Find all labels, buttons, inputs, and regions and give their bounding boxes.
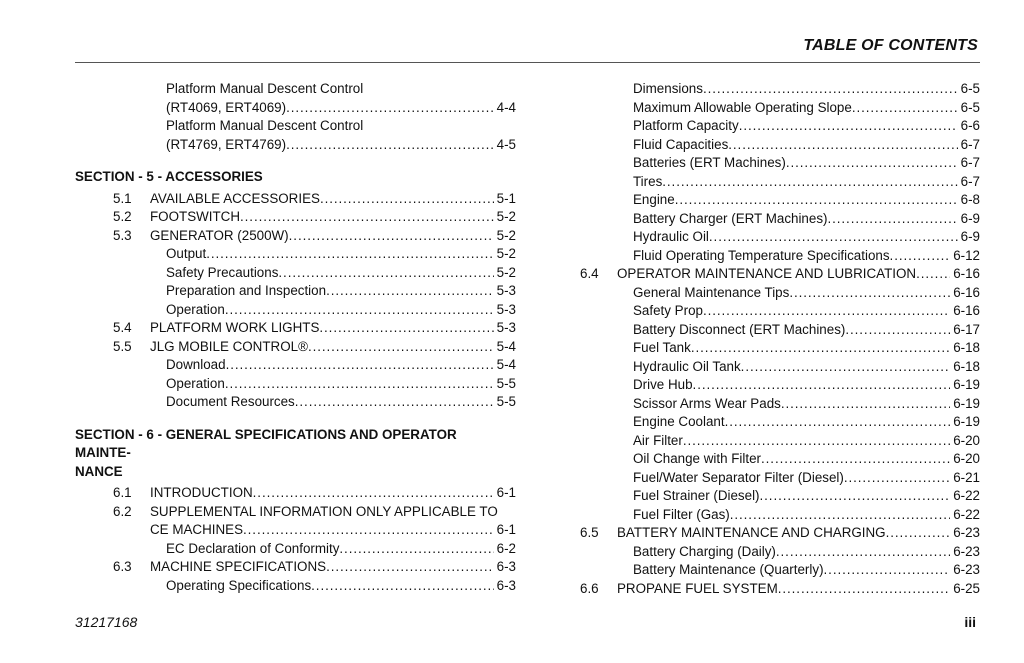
toc-entry[interactable] xyxy=(75,393,516,412)
toc-entry-label: Maximum Allowable Operating Slope xyxy=(633,99,852,115)
toc-entry-label: Battery Maintenance (Quarterly) xyxy=(633,562,824,577)
toc-page-ref: 6-9 xyxy=(960,229,980,244)
toc-entry[interactable] xyxy=(580,506,980,525)
section-number: 6.5 xyxy=(580,525,599,540)
toc-page-ref: 6-20 xyxy=(953,432,980,448)
dot-leader xyxy=(776,543,950,562)
dot-leader xyxy=(286,136,494,155)
dot-leader xyxy=(339,540,493,559)
toc-page-ref: 5-2 xyxy=(496,209,516,224)
toc-page-ref: 5-2 xyxy=(496,264,516,280)
section-number: 6.6 xyxy=(580,580,599,596)
toc-entry[interactable] xyxy=(580,487,980,506)
toc-entry-label: Tires xyxy=(633,173,663,189)
dot-leader xyxy=(693,376,951,395)
toc-entry-label: PLATFORM WORK LIGHTS xyxy=(150,320,320,335)
toc-right-column xyxy=(580,80,980,598)
dot-leader xyxy=(886,524,951,543)
dot-leader xyxy=(709,228,958,247)
toc-entry[interactable] xyxy=(75,558,516,577)
toc-entry[interactable] xyxy=(580,561,980,580)
dot-leader xyxy=(789,284,950,303)
toc-entry[interactable] xyxy=(75,190,516,209)
dot-leader xyxy=(703,302,950,321)
toc-entry[interactable] xyxy=(580,358,980,377)
section-number: 5.2 xyxy=(113,209,132,224)
dot-leader xyxy=(206,245,493,264)
toc-page-ref: 6-17 xyxy=(953,321,980,337)
toc-entry-label: Scissor Arms Wear Pads xyxy=(633,395,781,411)
toc-page-ref: 5-4 xyxy=(496,338,516,354)
toc-page-ref: 6-3 xyxy=(496,559,516,574)
toc-entry[interactable] xyxy=(580,247,980,266)
dot-leader xyxy=(225,375,494,394)
toc-entry[interactable] xyxy=(580,432,980,451)
toc-entry[interactable] xyxy=(75,338,516,357)
toc-entry[interactable] xyxy=(580,265,980,284)
toc-entry[interactable] xyxy=(75,375,516,394)
toc-page-ref: 5-3 xyxy=(496,301,516,317)
toc-entry-label: Oil Change with Filter xyxy=(633,451,762,466)
dot-leader xyxy=(691,339,950,358)
toc-page-ref: 5-1 xyxy=(496,190,516,206)
dot-leader xyxy=(781,395,950,414)
toc-entry[interactable] xyxy=(580,395,980,414)
toc-page-ref: 6-6 xyxy=(960,118,980,133)
dot-leader xyxy=(845,321,950,340)
toc-entry[interactable] xyxy=(580,580,980,599)
toc-page-ref: 6-16 xyxy=(953,284,980,300)
toc-page-ref: 5-5 xyxy=(496,394,516,409)
toc-entry[interactable] xyxy=(580,284,980,303)
dot-leader xyxy=(289,227,494,246)
dot-leader xyxy=(320,190,494,209)
dot-leader xyxy=(319,319,493,338)
toc-entry[interactable] xyxy=(75,484,516,503)
dot-leader xyxy=(675,191,958,210)
toc-entry[interactable] xyxy=(580,524,980,543)
toc-entry-label: Hydraulic Oil Tank xyxy=(633,358,741,374)
toc-page-ref: 6-1 xyxy=(496,485,516,500)
toc-page-ref: 6-18 xyxy=(953,358,980,374)
toc-page-ref: 6-23 xyxy=(953,525,980,540)
toc-page-ref: 5-3 xyxy=(496,283,516,298)
toc-entry[interactable] xyxy=(580,191,980,210)
toc-entry-label: Battery Charging (Daily) xyxy=(633,543,776,559)
toc-page-ref: 5-4 xyxy=(496,357,516,372)
document-number: 31217168 xyxy=(75,614,138,630)
toc-entry[interactable] xyxy=(75,264,516,283)
toc-page-ref: 6-22 xyxy=(953,488,980,503)
toc-page-ref: 6-25 xyxy=(953,580,980,596)
dot-leader xyxy=(725,413,951,432)
toc-entry-label: Hydraulic Oil xyxy=(633,229,709,244)
toc-page-ref: 6-16 xyxy=(953,266,980,281)
toc-entry-label: Platform Manual Descent Control xyxy=(166,118,364,133)
toc-page-ref: 6-1 xyxy=(496,522,516,537)
toc-entry[interactable] xyxy=(580,154,980,173)
toc-entry[interactable] xyxy=(580,543,980,562)
toc-entry[interactable] xyxy=(580,469,980,488)
toc-page-ref: 6-21 xyxy=(953,469,980,485)
dot-leader xyxy=(916,265,950,284)
toc-entry[interactable] xyxy=(75,577,516,596)
toc-page-ref: 5-3 xyxy=(496,320,516,335)
dot-leader xyxy=(253,484,494,503)
toc-page-ref: 6-7 xyxy=(960,155,980,170)
toc-entry-label: Document Resources xyxy=(166,394,295,409)
header-divider xyxy=(75,62,980,63)
dot-leader xyxy=(683,432,950,451)
toc-entry-label: Fluid Capacities xyxy=(633,136,729,152)
toc-entry-label: Safety Prop xyxy=(633,303,703,318)
page-number: iii xyxy=(964,614,976,630)
toc-entry-label: Preparation and Inspection xyxy=(166,283,327,298)
toc-entry-label: Download xyxy=(166,357,226,372)
toc-entry[interactable] xyxy=(580,339,980,358)
dot-leader xyxy=(761,450,950,469)
toc-entry-label: Fuel Tank xyxy=(633,340,691,355)
toc-entry-label: Operating Specifications xyxy=(166,577,312,593)
section-number: 6.2 xyxy=(113,503,132,519)
toc-entry-label: BATTERY MAINTENANCE AND CHARGING xyxy=(617,525,886,540)
toc-entry-label: SUPPLEMENTAL INFORMATION ONLY APPLICABLE TO xyxy=(150,503,498,519)
toc-entry-label: GENERATOR (2500W) xyxy=(150,227,289,243)
toc-entry-label: Output xyxy=(166,246,207,261)
section-number: 5.3 xyxy=(113,227,132,243)
toc-entry-label: Air Filter xyxy=(633,432,683,448)
toc-entry[interactable] xyxy=(580,302,980,321)
toc-entry-continued[interactable] xyxy=(75,99,516,118)
toc-left-column xyxy=(75,80,516,595)
dot-leader xyxy=(278,264,493,283)
toc-entry-label: Platform Capacity xyxy=(633,118,739,133)
toc-entry-label: PROPANE FUEL SYSTEM xyxy=(617,580,778,596)
toc-page-ref: 6-5 xyxy=(960,81,980,96)
spacer xyxy=(75,154,516,168)
section-number: 5.4 xyxy=(113,320,132,335)
toc-entry[interactable] xyxy=(580,210,980,229)
dot-leader xyxy=(703,80,958,99)
toc-entry[interactable] xyxy=(75,503,516,522)
dot-leader xyxy=(308,338,494,357)
toc-page-ref: 4-5 xyxy=(496,136,516,152)
toc-entry[interactable] xyxy=(580,450,980,469)
toc-entry[interactable] xyxy=(75,356,516,375)
toc-entry-label: AVAILABLE ACCESSORIES xyxy=(150,190,320,206)
section-heading: SECTION - 6 - GENERAL SPECIFICATIONS AND OPERATOR MAINTE- xyxy=(75,426,457,460)
dot-leader xyxy=(760,487,951,506)
spacer xyxy=(75,412,516,426)
toc-entry[interactable] xyxy=(580,80,980,99)
dot-leader xyxy=(844,469,950,488)
toc-entry[interactable] xyxy=(75,80,516,99)
toc-entry-label: Safety Precautions xyxy=(166,264,279,280)
toc-page-ref: 6-7 xyxy=(960,136,980,152)
toc-entry-label: Engine Coolant xyxy=(633,414,725,429)
toc-page-ref: 6-18 xyxy=(953,340,980,355)
dot-leader xyxy=(890,247,951,266)
dot-leader xyxy=(326,558,494,577)
dot-leader xyxy=(786,154,958,173)
dot-leader xyxy=(295,393,494,412)
section-heading-cont: NANCE xyxy=(75,463,123,479)
toc-entry[interactable] xyxy=(580,321,980,340)
toc-entry[interactable] xyxy=(580,99,980,118)
dot-leader xyxy=(311,577,493,596)
toc-entry-label: Drive Hub xyxy=(633,377,693,392)
section-number: 5.1 xyxy=(113,190,132,206)
dot-leader xyxy=(824,561,951,580)
toc-page-ref: 6-7 xyxy=(960,173,980,189)
dot-leader xyxy=(827,210,957,229)
toc-entry-label: General Maintenance Tips xyxy=(633,284,790,300)
toc-entry-label: INTRODUCTION xyxy=(150,485,253,500)
dot-leader xyxy=(226,356,494,375)
toc-entry[interactable] xyxy=(580,136,980,155)
toc-page-ref: 6-20 xyxy=(953,451,980,466)
toc-entry[interactable] xyxy=(75,540,516,559)
section-number: 6.1 xyxy=(113,485,132,500)
toc-entry-label: Fuel Strainer (Diesel) xyxy=(633,488,760,503)
page-title: TABLE OF CONTENTS xyxy=(803,37,978,54)
toc-page-ref: 6-12 xyxy=(953,247,980,263)
toc-page-ref: 6-9 xyxy=(960,210,980,226)
toc-page-ref: 5-2 xyxy=(496,227,516,243)
toc-entry[interactable] xyxy=(75,227,516,246)
toc-entry-label-cont: (RT4069, ERT4069) xyxy=(166,99,287,115)
toc-page-ref: 4-4 xyxy=(496,99,516,115)
dot-leader xyxy=(286,99,494,118)
dot-leader xyxy=(225,301,494,320)
dot-leader xyxy=(741,358,951,377)
toc-entry[interactable] xyxy=(75,208,516,227)
dot-leader xyxy=(662,173,957,192)
toc-page-ref: 6-19 xyxy=(953,414,980,429)
toc-page-ref: 6-3 xyxy=(496,577,516,593)
toc-entry-continued[interactable] xyxy=(75,136,516,155)
toc-entry-label: OPERATOR MAINTENANCE AND LUBRICATION xyxy=(617,266,917,281)
toc-entry-continued[interactable] xyxy=(75,521,516,540)
dot-leader xyxy=(730,506,950,525)
dot-leader xyxy=(778,580,950,599)
toc-page-ref: 6-23 xyxy=(953,543,980,559)
toc-entry[interactable] xyxy=(580,376,980,395)
toc-page-ref: 5-5 xyxy=(496,375,516,391)
dot-leader xyxy=(240,208,494,227)
dot-leader xyxy=(326,282,494,301)
toc-entry-label: Dimensions xyxy=(633,81,703,96)
section-heading: SECTION - 5 - ACCESSORIES xyxy=(75,169,263,184)
toc-page-ref: 5-2 xyxy=(496,246,516,261)
dot-leader xyxy=(739,117,958,136)
section-number: 6.4 xyxy=(580,266,599,281)
toc-entry-label: Platform Manual Descent Control xyxy=(166,81,364,96)
toc-entry-label: Batteries (ERT Machines) xyxy=(633,155,786,170)
toc-page-ref: 6-5 xyxy=(960,99,980,115)
toc-entry-label: FOOTSWITCH xyxy=(150,209,241,224)
toc-entry[interactable] xyxy=(580,173,980,192)
toc-entry-label: Battery Disconnect (ERT Machines) xyxy=(633,321,846,337)
toc-entry-label: JLG MOBILE CONTROL® xyxy=(150,338,308,354)
toc-entry[interactable] xyxy=(75,245,516,264)
dot-leader xyxy=(728,136,957,155)
toc-entry-label-cont: CE MACHINES xyxy=(150,522,244,537)
toc-page-ref: 6-23 xyxy=(953,562,980,577)
toc-entry[interactable] xyxy=(75,319,516,338)
toc-entry-label: Operation xyxy=(166,375,225,391)
toc-entry-label: MACHINE SPECIFICATIONS xyxy=(150,559,327,574)
toc-entry[interactable] xyxy=(75,282,516,301)
toc-entry-label: EC Declaration of Conformity xyxy=(166,540,340,556)
section-number: 6.3 xyxy=(113,559,132,574)
toc-entry-label: Fuel Filter (Gas) xyxy=(633,506,730,522)
toc-entry-label: Engine xyxy=(633,192,675,207)
toc-entry-label: Operation xyxy=(166,301,225,317)
dot-leader xyxy=(243,521,494,540)
section-number: 5.5 xyxy=(113,338,132,354)
toc-entry[interactable] xyxy=(580,117,980,136)
toc-entry[interactable] xyxy=(580,413,980,432)
toc-entry[interactable] xyxy=(75,117,516,136)
toc-entry-label: Battery Charger (ERT Machines) xyxy=(633,210,828,226)
toc-page-ref: 6-8 xyxy=(960,192,980,207)
toc-page-ref: 6-19 xyxy=(953,377,980,392)
dot-leader xyxy=(852,99,958,118)
toc-entry[interactable] xyxy=(75,301,516,320)
toc-entry-label-cont: (RT4769, ERT4769) xyxy=(166,136,287,152)
toc-entry[interactable] xyxy=(580,228,980,247)
toc-entry-label: Fuel/Water Separator Filter (Diesel) xyxy=(633,469,844,485)
toc-page-ref: 6-19 xyxy=(953,395,980,411)
toc-page-ref: 6-22 xyxy=(953,506,980,522)
toc-page-ref: 6-2 xyxy=(496,540,516,556)
toc-page-ref: 6-16 xyxy=(953,303,980,318)
toc-entry-label: Fluid Operating Temperature Specifications xyxy=(633,247,890,263)
